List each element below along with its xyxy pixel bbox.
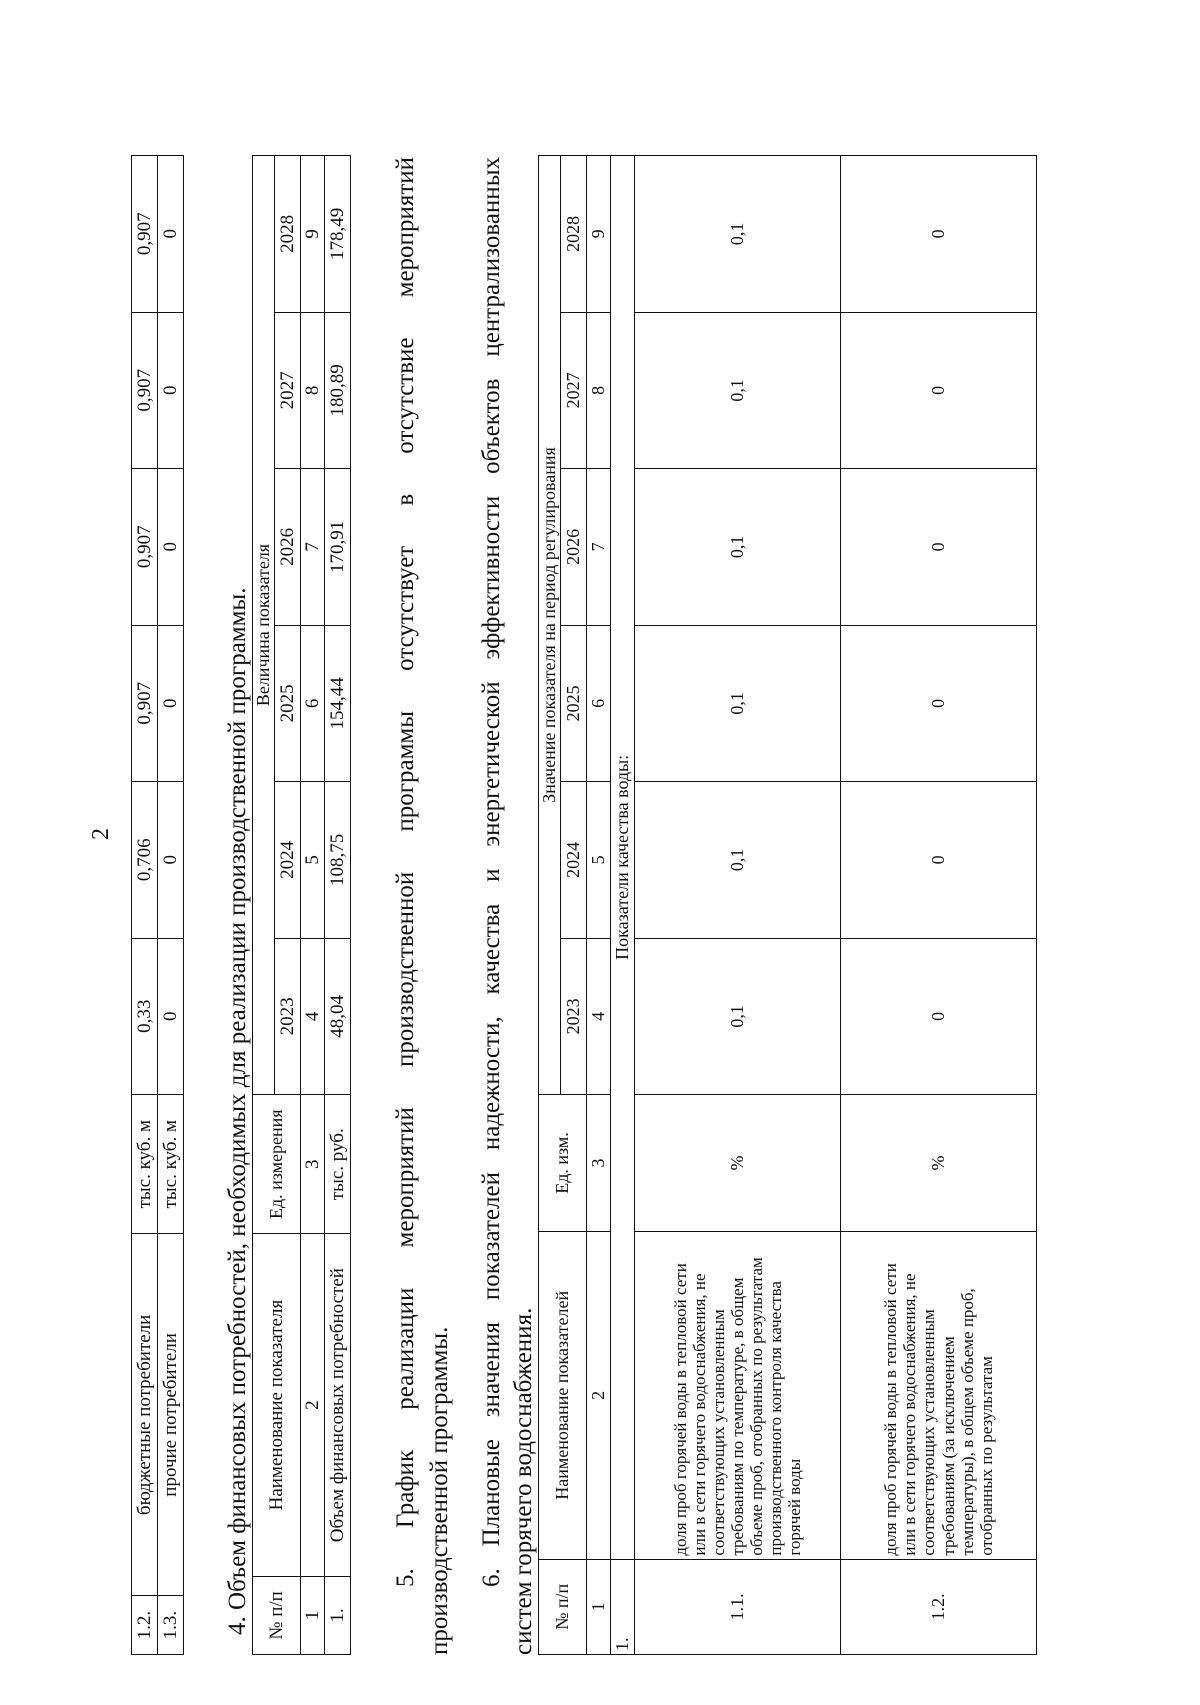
group-label: Показатели качества воды: xyxy=(611,156,635,1560)
value-cell: 0 xyxy=(158,938,184,1095)
value-cell: 0,1 xyxy=(635,469,841,625)
section6-line2: систем горячего водоснабжения. xyxy=(510,1307,537,1655)
section4-heading: 4. Объем финансовых потребностей, необходимых для реализации производственной программы. xyxy=(224,587,251,1635)
value-cell: 0 xyxy=(841,312,1037,468)
col-number: 3 xyxy=(301,1095,325,1234)
value-cell: 108,75 xyxy=(325,782,351,938)
col-number: 6 xyxy=(301,625,325,781)
value-cell: 0 xyxy=(158,625,184,782)
section6-line1: 6. Плановые значения показателей надежности, качества и энергетической эффективности объектов централизованных xyxy=(478,157,505,1587)
value-cell: 0,907 xyxy=(132,156,158,313)
value-cell: 0,1 xyxy=(635,625,841,781)
table-row xyxy=(325,156,351,1655)
value-cell: 0 xyxy=(841,469,1037,625)
col-number: 7 xyxy=(301,469,325,625)
table-row xyxy=(841,156,1037,1655)
row-num: 1.2. xyxy=(841,1559,1037,1654)
col-number: 4 xyxy=(587,938,611,1094)
value-cell: 180,89 xyxy=(325,312,351,468)
row-name: Объем финансовых потребностей xyxy=(325,1234,351,1576)
header-num: № п/п xyxy=(253,1576,301,1654)
value-cell: 0,1 xyxy=(635,938,841,1094)
header-num: № п/п xyxy=(539,1559,587,1654)
row-name: бюджетные потребители xyxy=(132,1234,158,1596)
year-cell: 2024 xyxy=(561,782,587,938)
row-num: 1. xyxy=(325,1576,351,1654)
group-num: 1. xyxy=(611,1559,635,1654)
indicators-table xyxy=(538,155,1037,1655)
col-number: 1 xyxy=(301,1576,325,1654)
value-cell: 0,33 xyxy=(132,938,158,1095)
year-cell: 2025 xyxy=(561,625,587,781)
col-number: 3 xyxy=(587,1095,611,1232)
row-unit: % xyxy=(635,1095,841,1232)
value-cell: 0 xyxy=(841,938,1037,1094)
row-name: прочие потребители xyxy=(158,1234,184,1596)
value-cell: 178,49 xyxy=(325,156,351,313)
value-cell: 0,706 xyxy=(132,782,158,939)
row-name: доля проб горячей воды в тепловой сети или в сети горячего водоснабжения, не соответствующих установленным требованиям (за исключением температуры), в общем объеме проб, отобранных по результатам xyxy=(841,1231,1037,1559)
header-unit: Ед. измерения xyxy=(253,1095,301,1234)
header-value: Величина показателя xyxy=(253,156,275,1095)
col-number: 2 xyxy=(301,1234,325,1576)
row-num: 1.2. xyxy=(132,1596,158,1655)
group-row xyxy=(611,156,635,1655)
row-unit: тыс. руб. xyxy=(325,1095,351,1234)
col-number: 5 xyxy=(587,782,611,938)
page-number: 2 xyxy=(88,828,114,840)
header-name: Наименование показателей xyxy=(539,1231,587,1559)
row-unit: тыс. куб. м xyxy=(158,1095,184,1234)
table-row xyxy=(158,156,184,1655)
row-unit: % xyxy=(841,1095,1037,1232)
table-row xyxy=(132,156,158,1655)
year-cell: 2025 xyxy=(275,625,301,781)
header-name: Наименование показателя xyxy=(253,1234,301,1576)
consumption-table xyxy=(131,155,184,1655)
value-cell: 0 xyxy=(841,625,1037,781)
col-number: 8 xyxy=(587,312,611,468)
col-number: 4 xyxy=(301,938,325,1094)
year-cell: 2027 xyxy=(561,312,587,468)
row-num: 1.1. xyxy=(635,1559,841,1654)
col-number: 9 xyxy=(587,156,611,313)
col-number: 1 xyxy=(587,1559,611,1654)
row-name: доля проб горячей воды в тепловой сети или в сети горячего водоснабжения, не соответствующих установленным требованиям по температуре, в общем объеме проб, отобранных по результатам производственного контроля качества горячей воды xyxy=(635,1231,841,1559)
year-cell: 2023 xyxy=(275,938,301,1094)
value-cell: 0 xyxy=(158,156,184,313)
value-cell: 0 xyxy=(158,469,184,626)
column-number-row xyxy=(301,156,325,1655)
year-cell: 2027 xyxy=(275,312,301,468)
year-cell: 2028 xyxy=(561,156,587,313)
section5-line2: производственной программы. xyxy=(426,1326,453,1655)
value-cell: 0 xyxy=(841,156,1037,313)
value-cell: 154,44 xyxy=(325,625,351,781)
finance-table xyxy=(252,155,351,1655)
value-cell: 0,907 xyxy=(132,625,158,782)
table-row xyxy=(635,156,841,1655)
col-number: 2 xyxy=(587,1231,611,1559)
section5-line1: 5. График реализации мероприятий производственной программы отсутствует в отсутствие мероприятий xyxy=(392,157,419,1587)
value-cell: 0 xyxy=(158,312,184,469)
value-cell: 0 xyxy=(158,782,184,939)
year-cell: 2024 xyxy=(275,782,301,938)
row-unit: тыс. куб. м xyxy=(132,1095,158,1234)
year-cell: 2026 xyxy=(275,469,301,625)
value-cell: 0 xyxy=(841,782,1037,938)
col-number: 8 xyxy=(301,312,325,468)
value-cell: 0,1 xyxy=(635,156,841,313)
year-cell: 2023 xyxy=(561,938,587,1094)
value-cell: 0,1 xyxy=(635,782,841,938)
col-number: 9 xyxy=(301,156,325,313)
value-cell: 0,907 xyxy=(132,312,158,469)
col-number: 6 xyxy=(587,625,611,781)
col-number: 5 xyxy=(301,782,325,938)
year-cell: 2028 xyxy=(275,156,301,313)
row-num: 1.3. xyxy=(158,1596,184,1655)
header-value: Значение показателя на период регулирования xyxy=(539,156,561,1095)
col-number: 7 xyxy=(587,469,611,625)
column-number-row xyxy=(587,156,611,1655)
value-cell: 48,04 xyxy=(325,938,351,1094)
header-unit: Ед. изм. xyxy=(539,1095,587,1232)
value-cell: 0,907 xyxy=(132,469,158,626)
year-cell: 2026 xyxy=(561,469,587,625)
value-cell: 170,91 xyxy=(325,469,351,625)
value-cell: 0,1 xyxy=(635,312,841,468)
